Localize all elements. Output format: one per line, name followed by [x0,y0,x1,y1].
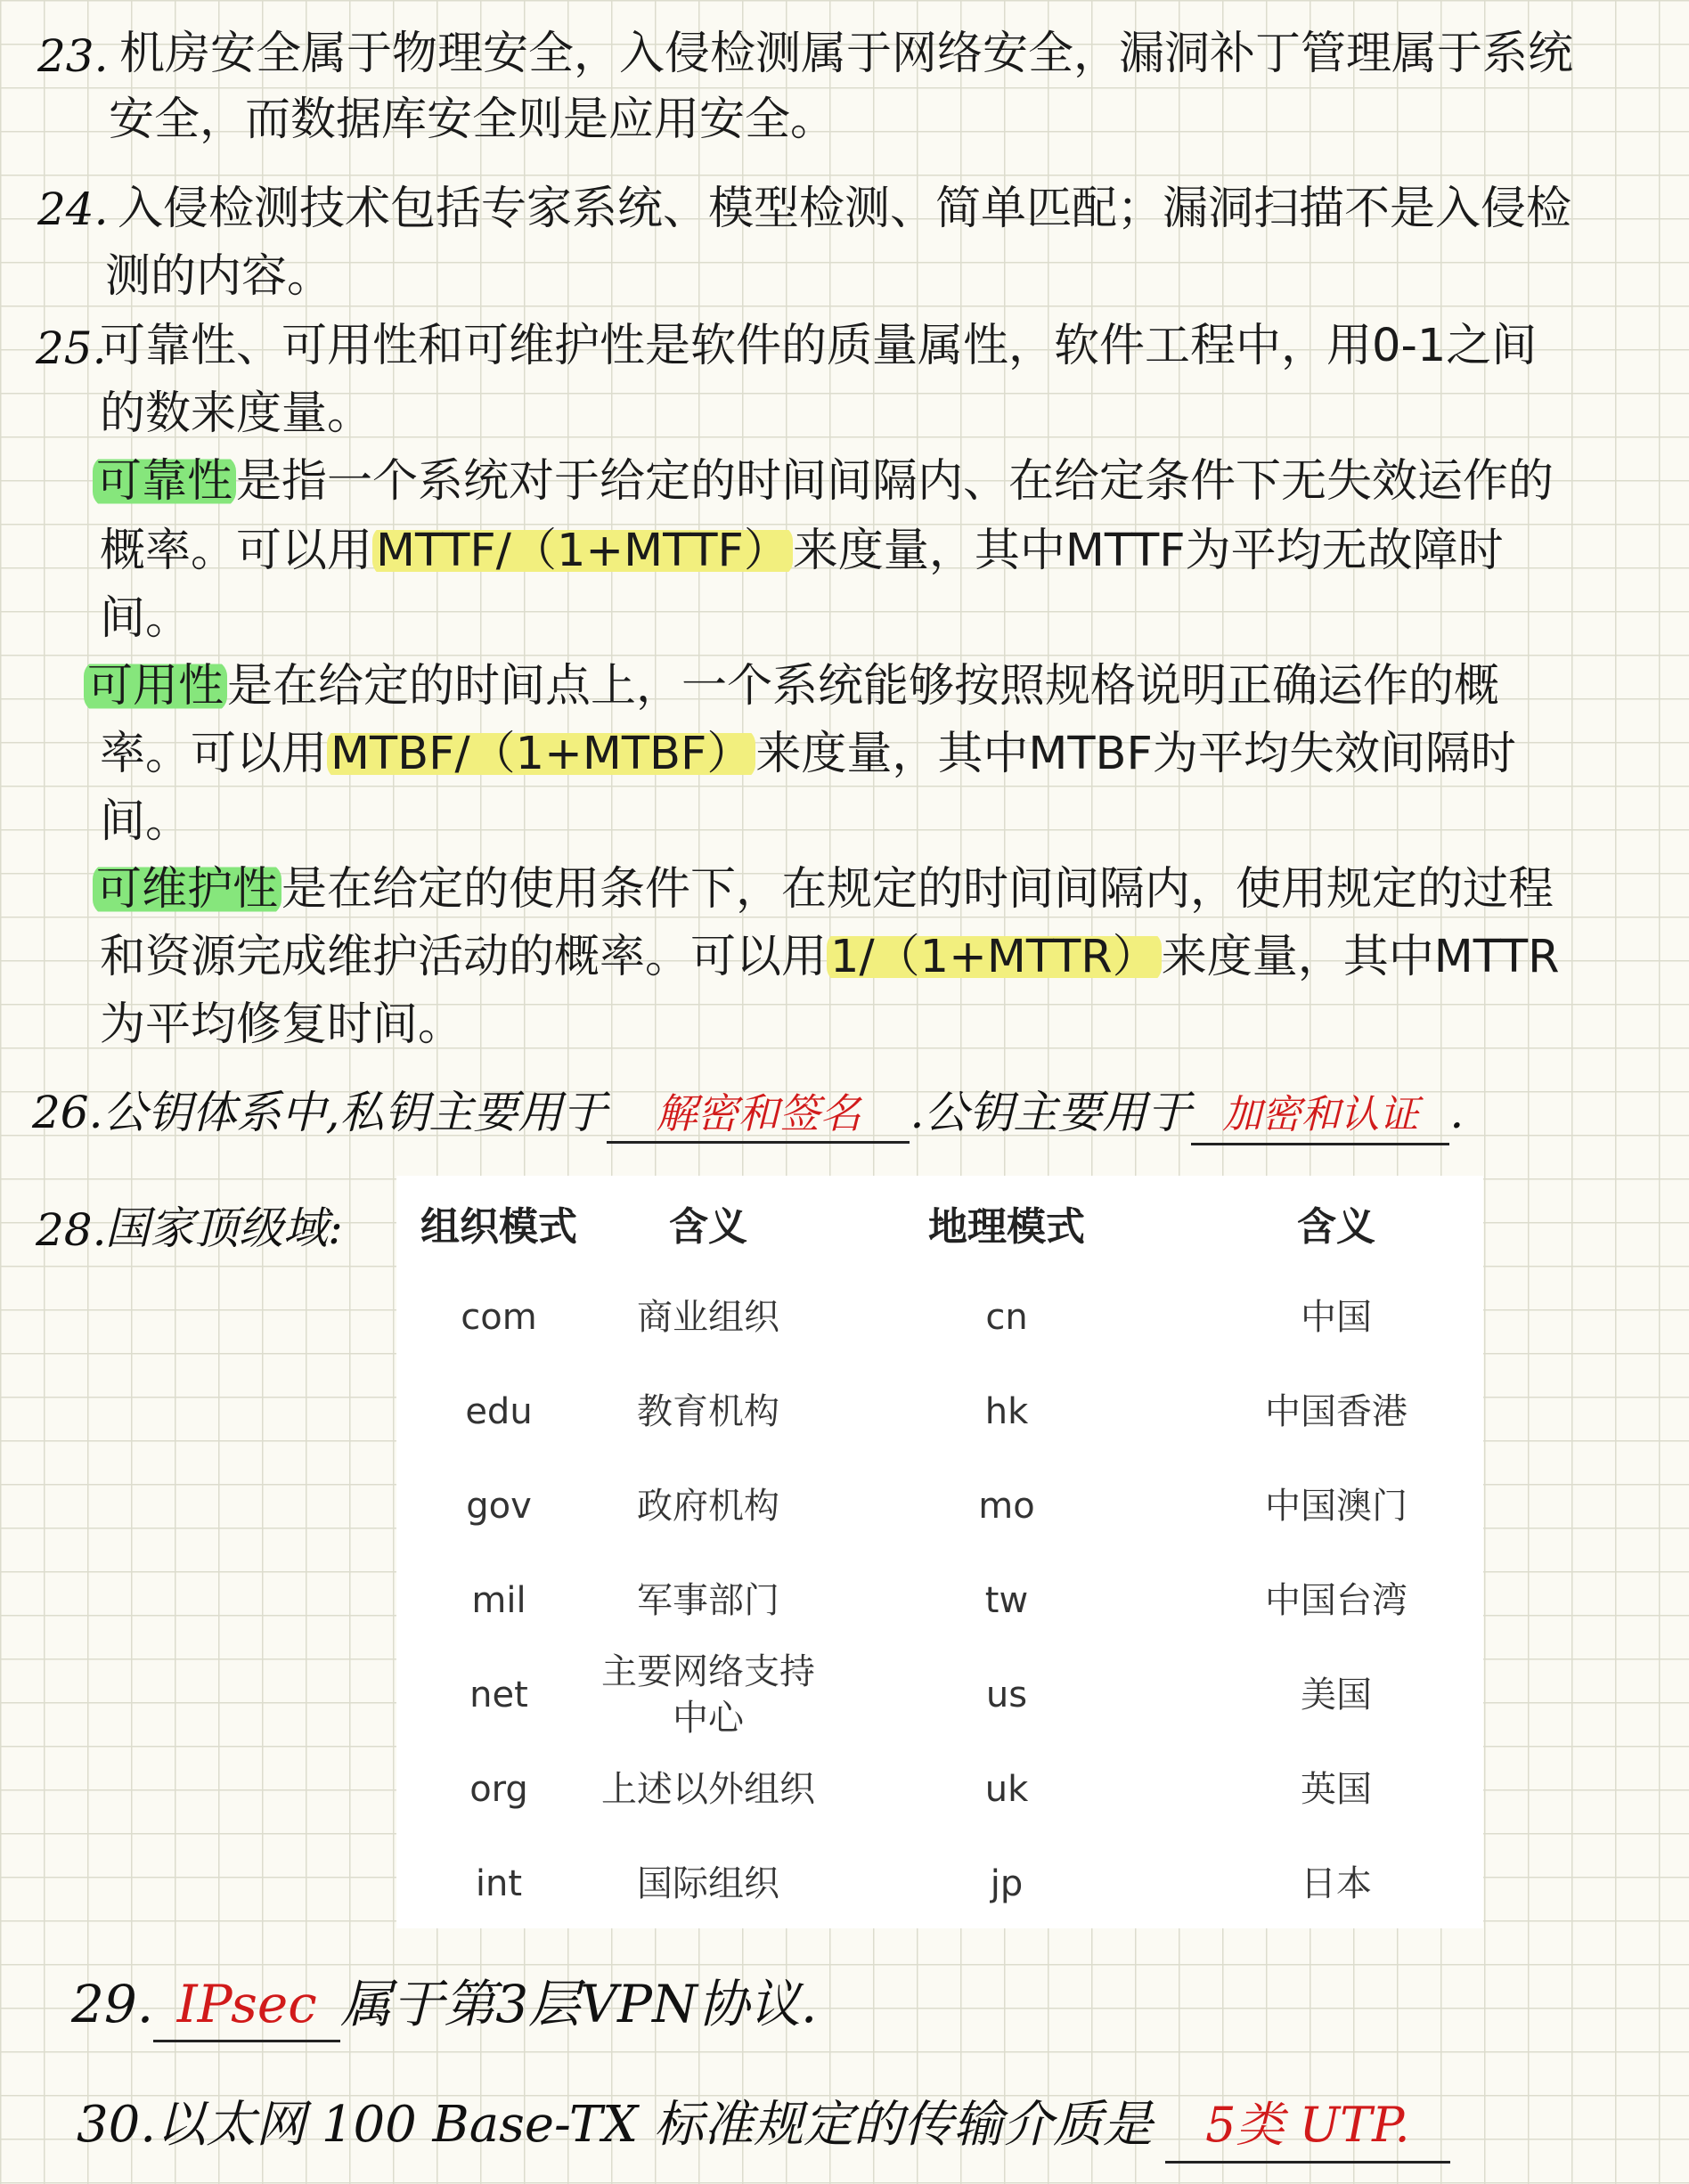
table-cell: edu [465,1391,533,1432]
item-number: 23. [37,30,109,82]
answer-text: 加密和认证 [1222,1092,1419,1137]
item-30 [77,2090,1450,2164]
table-cell: gov [466,1486,532,1527]
table-cell: 主要网络支持中心 [601,1651,815,1739]
table-row [396,1648,1483,1742]
item-text: 安全，而数据库安全则是应用安全。 [109,94,836,146]
table-cell: jp [990,1863,1024,1904]
table-cell: 商业组织 [637,1297,779,1338]
table-header: 地理模式 [928,1204,1085,1250]
item-29 [71,1968,817,2042]
item-label: 国家顶级域: [105,1202,343,1254]
table-cell: mo [978,1486,1035,1527]
item-26: 26.公钥体系中,私钥主要用于 解密和签名 .公钥主要用于 加密和认证 . [32,1085,1464,1145]
answer-blank [607,1085,910,1144]
domain-table [396,1176,1483,1928]
item-number: 26. [32,1087,103,1138]
item-text: 入侵检测技术包括专家系统、模型检测、简单匹配；漏洞扫描不是入侵检 [118,183,1572,235]
table-cell: 英国 [1301,1769,1372,1810]
availability-formula: MTBF/（1+MTBF） [327,728,755,780]
answer-blank [1165,2090,1450,2164]
table-cell: 军事部门 [637,1580,779,1621]
table-row [396,1365,1483,1459]
table-cell: tw [984,1580,1029,1621]
availability-formula-line: 率。可以用MTBF/（1+MTBF）来度量，其中MTBF为平均失效间隔时 [100,728,1516,780]
maintainability-line: 可维护性是在给定的使用条件下，在规定的时间间隔内，使用规定的过程 [93,862,1554,917]
answer-blank [153,1968,340,2042]
table-header: 含义 [669,1204,747,1250]
answer-text: IPsec [176,1974,317,2034]
table-header: 组织模式 [420,1204,577,1250]
table-row [396,1837,1483,1931]
table-cell: 上述以外组织 [601,1769,815,1810]
table-cell: net [469,1675,528,1715]
table-header-row [396,1176,1483,1270]
maintainability-formula-line: 和资源完成维护活动的概率。可以用1/（1+MTTR）来度量，其中MTTR [100,931,1560,983]
item-text: 间。 [100,795,192,848]
table-cell: mil [471,1580,526,1621]
availability-line: 可用性是在给定的时间点上，一个系统能够按照规格说明正确运作的概 [84,659,1499,714]
item-text: .公钥主要用于 [910,1087,1192,1138]
table-cell: us [985,1675,1028,1715]
item-text: 以太网 100 Base-TX 标准规定的传输介质是 [156,2096,1153,2154]
table-cell: 中国澳门 [1265,1486,1408,1527]
table-cell: hk [984,1391,1029,1432]
answer-text: 5类 UTP. [1205,2097,1410,2153]
table-cell: cn [985,1297,1028,1338]
table-row [396,1459,1483,1553]
table-row [396,1553,1483,1648]
availability-term: 可用性 [84,660,227,713]
maintainability-term: 可维护性 [93,863,282,916]
item-text: 可靠性、可用性和可维护性是软件的质量属性，软件工程中，用0-1之间 [100,320,1538,372]
table-cell: 教育机构 [637,1391,779,1432]
item-text: 属于第3层VPN协议. [340,1974,818,2034]
item-text: 间。 [100,592,192,645]
item-text: 的数来度量。 [100,387,373,440]
table-cell: 政府机构 [637,1486,779,1527]
table-row [396,1742,1483,1837]
item-text: 公钥体系中,私钥主要用于 [102,1087,608,1138]
table-cell: 日本 [1301,1863,1372,1904]
reliability-formula-line: 概率。可以用MTTF/（1+MTTF）来度量，其中MTTF为平均无故障时 [100,525,1504,577]
table-cell: uk [984,1769,1029,1810]
reliability-term: 可靠性 [93,455,236,508]
table-cell: 美国 [1301,1675,1372,1715]
table-cell: com [461,1297,537,1338]
maintainability-formula: 1/（1+MTTR） [827,931,1162,983]
reliability-formula: MTTF/（1+MTTF） [372,525,793,577]
table-cell: 中国香港 [1265,1391,1408,1432]
table-cell: 国际组织 [637,1863,779,1904]
table-cell: 中国台湾 [1265,1580,1408,1621]
item-number: 28. [36,1204,107,1256]
answer-text: 解密和签名 [656,1089,861,1137]
item-number: 29. [71,1974,154,2034]
item-number: 30. [77,2096,157,2154]
item-number: 24. [37,183,109,235]
table-cell: int [475,1863,523,1904]
item-text: 为平均修复时间。 [100,998,464,1051]
table-cell: 中国 [1301,1297,1372,1338]
item-text: 机房安全属于物理安全，入侵检测属于网络安全，漏洞补丁管理属于系统 [119,28,1574,80]
table-row [396,1270,1483,1365]
table-header: 含义 [1297,1204,1375,1250]
item-number: 25. [36,322,107,374]
table-cell: org [469,1769,528,1810]
answer-blank [1191,1085,1449,1145]
reliability-line: 可靠性是指一个系统对于给定的时间间隔内、在给定条件下无失效运作的 [93,454,1554,509]
item-text: 测的内容。 [105,250,333,303]
